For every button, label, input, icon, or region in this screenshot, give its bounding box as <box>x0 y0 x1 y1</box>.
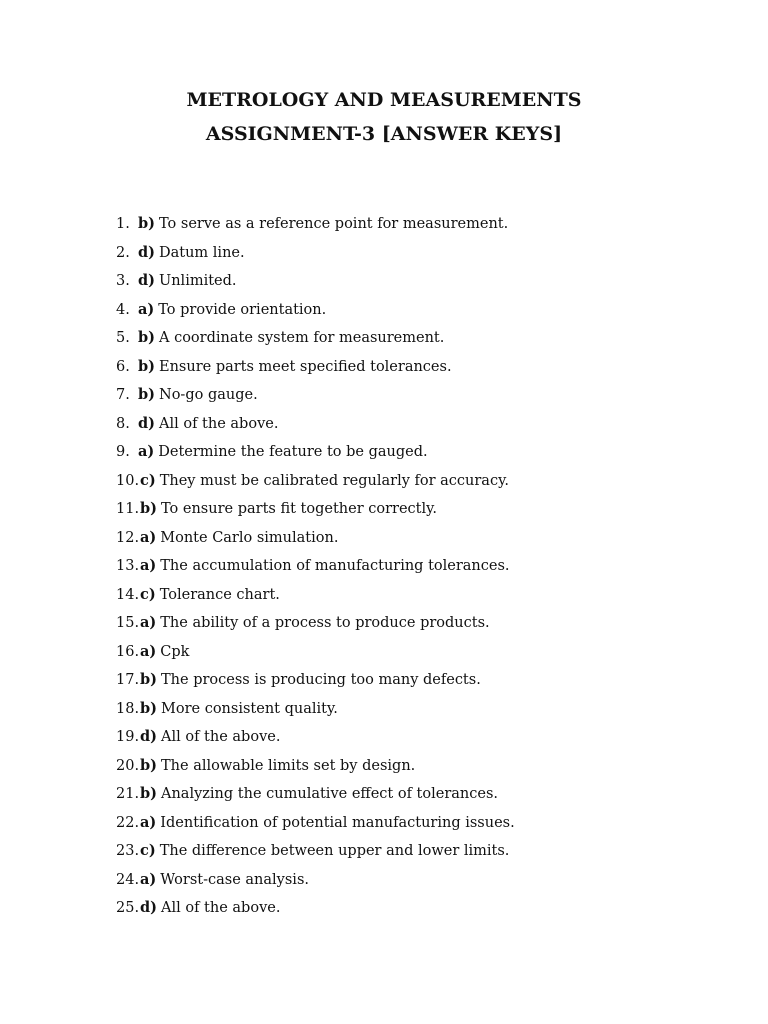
answer-option: b) <box>138 357 155 375</box>
answer-number: 24. <box>116 871 140 888</box>
answer-item <box>116 471 515 500</box>
answer-number: 7. <box>116 387 130 403</box>
answer-item <box>116 556 515 585</box>
answer-item <box>116 670 515 699</box>
answer-option: b) <box>140 699 157 717</box>
answer-option: d) <box>138 414 155 432</box>
document-title: METROLOGY AND MEASUREMENTS <box>186 89 582 111</box>
answer-text: Analyzing the cumulative effect of tolerances. <box>161 786 498 802</box>
answer-option: b) <box>138 329 155 346</box>
answer-number: 20. <box>116 757 140 774</box>
answer-number: 3. <box>116 273 130 289</box>
answer-option: a) <box>140 528 157 546</box>
answer-item <box>116 357 515 386</box>
answer-text: Monte Carlo simulation. <box>160 529 339 546</box>
answer-text: Unlimited. <box>159 273 237 289</box>
answer-option: a) <box>138 300 155 318</box>
answer-number: 12. <box>116 529 140 546</box>
answer-item <box>116 328 515 357</box>
answer-option: a) <box>140 614 157 631</box>
answer-option: b) <box>140 500 157 517</box>
answer-number: 16. <box>116 643 140 660</box>
answer-number: 18. <box>116 700 140 717</box>
answer-text: All of the above. <box>159 415 279 432</box>
answer-item <box>116 300 515 329</box>
answer-text: More consistent quality. <box>161 700 338 717</box>
answer-option: c) <box>140 585 156 603</box>
answer-text: The allowable limits set by design. <box>161 757 416 774</box>
answer-item <box>116 385 515 414</box>
answer-text: To ensure parts fit together correctly. <box>161 501 438 517</box>
answer-option: b) <box>138 386 155 403</box>
answer-text: Cpk <box>160 643 190 660</box>
answer-item <box>116 585 515 614</box>
answer-option: b) <box>140 785 157 802</box>
answer-number: 21. <box>116 786 140 802</box>
answer-item <box>116 528 515 557</box>
answer-option: b) <box>140 756 157 774</box>
answer-option: a) <box>140 870 157 888</box>
answer-number: 2. <box>116 244 130 261</box>
answer-item <box>116 271 515 300</box>
answer-option: d) <box>138 243 155 261</box>
answer-text: Ensure parts meet specified tolerances. <box>159 358 452 375</box>
answer-option: b) <box>138 215 155 232</box>
answer-number: 19. <box>116 729 140 745</box>
answer-option: d) <box>140 899 157 916</box>
answer-item <box>116 214 515 243</box>
answer-text: Tolerance chart. <box>159 586 280 603</box>
answer-text: The process is producing too many defects. <box>161 672 481 688</box>
answer-text: No-go gauge. <box>159 387 258 403</box>
answer-list <box>116 214 515 927</box>
answer-item <box>116 756 515 785</box>
answer-text: To provide orientation. <box>158 301 327 318</box>
answer-item <box>116 898 515 927</box>
answer-item <box>116 813 515 842</box>
answer-number: 6. <box>116 358 130 375</box>
answer-number: 15. <box>116 615 140 631</box>
answer-item <box>116 699 515 728</box>
answer-number: 5. <box>116 330 130 346</box>
answer-text: To serve as a reference point for measurement. <box>159 216 509 232</box>
answer-text: The ability of a process to produce products. <box>160 615 490 631</box>
answer-item <box>116 414 515 443</box>
answer-item <box>116 243 515 272</box>
answer-option: a) <box>140 557 157 574</box>
answer-item <box>116 727 515 756</box>
answer-item <box>116 870 515 899</box>
answer-number: 17. <box>116 672 140 688</box>
answer-number: 9. <box>116 444 130 460</box>
answer-number: 14. <box>116 586 140 603</box>
answer-text: Identification of potential manufacturing issues. <box>160 814 515 831</box>
answer-item <box>116 499 515 528</box>
answer-option: d) <box>140 728 157 745</box>
answer-item <box>116 442 515 471</box>
answer-number: 23. <box>116 843 140 859</box>
answer-item <box>116 642 515 671</box>
answer-number: 4. <box>116 301 130 318</box>
answer-option: b) <box>140 671 157 688</box>
answer-text: All of the above. <box>161 729 281 745</box>
answer-option: a) <box>140 642 157 660</box>
answer-number: 13. <box>116 558 140 574</box>
document-subtitle: ASSIGNMENT-3 [ANSWER KEYS] <box>205 123 563 145</box>
answer-item <box>116 613 515 642</box>
answer-number: 11. <box>116 501 140 517</box>
answer-text: Datum line. <box>159 244 245 261</box>
answer-number: 10. <box>116 472 140 489</box>
answer-option: c) <box>140 471 156 489</box>
answer-text: Determine the feature to be gauged. <box>158 444 428 460</box>
answer-option: d) <box>138 272 155 289</box>
answer-option: c) <box>140 842 156 859</box>
answer-option: a) <box>140 813 157 831</box>
answer-text: Worst-case analysis. <box>160 871 309 888</box>
answer-number: 1. <box>116 216 130 232</box>
answer-text: The accumulation of manufacturing tolerances. <box>160 558 510 574</box>
answer-text: They must be calibrated regularly for accuracy. <box>159 472 509 489</box>
answer-text: All of the above. <box>161 900 281 916</box>
answer-option: a) <box>138 443 155 460</box>
answer-item <box>116 841 515 870</box>
answer-number: 25. <box>116 900 140 916</box>
answer-text: The difference between upper and lower limits. <box>159 843 510 859</box>
answer-text: A coordinate system for measurement. <box>159 330 445 346</box>
answer-number: 8. <box>116 415 130 432</box>
answer-number: 22. <box>116 814 140 831</box>
answer-item <box>116 784 515 813</box>
